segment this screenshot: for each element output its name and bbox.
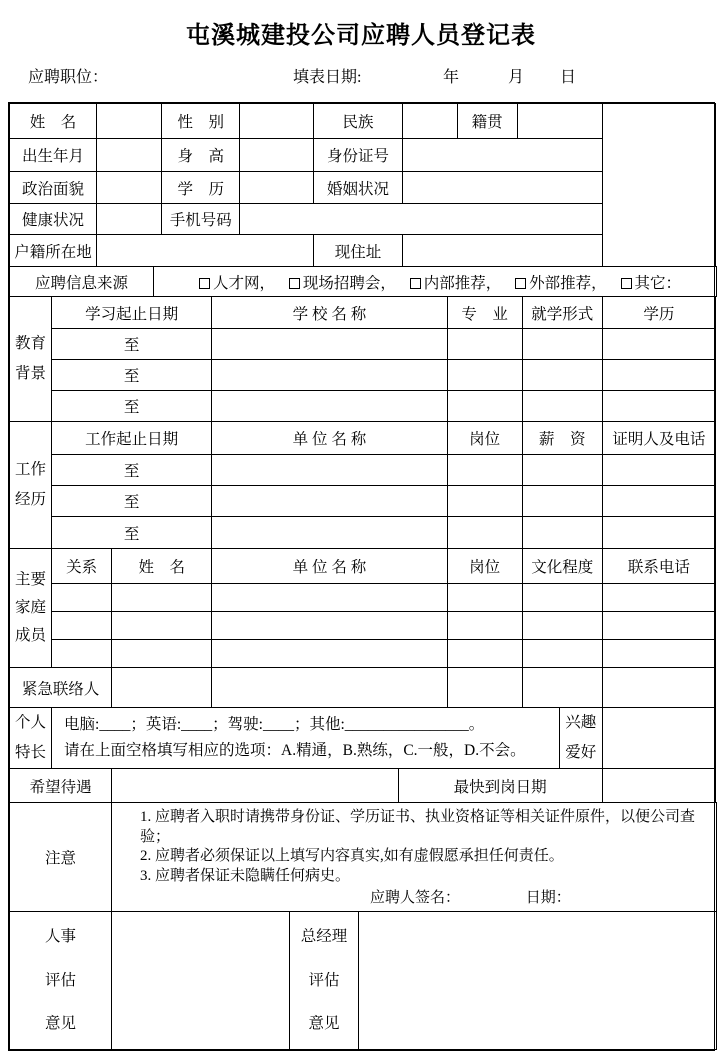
family-unit-header: 单 位 名 称	[212, 549, 447, 584]
hope-salary-input-cell[interactable]	[112, 769, 398, 803]
skills-content-cell[interactable]: 电脑:____；英语:____；驾驶:____；其他:________________。 请在上面空格填写相应的选项：A.精通，B.熟练，C.一般，D.不会。	[52, 708, 560, 769]
gender-input-cell[interactable]	[240, 104, 314, 139]
edu-row1-degree-cell[interactable]	[602, 329, 715, 360]
mobile-label: 手机号码	[162, 204, 240, 235]
family-row2-relation-cell[interactable]	[52, 612, 112, 640]
skills-side-label: 个人 特长	[10, 708, 52, 769]
edu-major-header: 专 业	[447, 297, 522, 329]
option-external-referral: 外部推荐，	[529, 274, 607, 292]
checkbox-external-referral[interactable]	[515, 278, 526, 289]
address-label: 现住址	[314, 235, 402, 267]
gm-review-label: 总经理 评估 意见	[290, 911, 359, 1049]
marital-label: 婚姻状况	[314, 172, 402, 204]
notice-item-1: 1. 应聘者入职时请携带身份证、学历证书、执业资格证等相关证件原件，以便公司查验；	[140, 809, 696, 845]
family-side-label: 主要 家庭 成员	[10, 549, 52, 668]
checkbox-other[interactable]	[621, 278, 632, 289]
form-meta-row	[0, 64, 722, 96]
family-name-header: 姓 名	[112, 549, 212, 584]
family-row3-relation-cell[interactable]	[52, 640, 112, 668]
health-input-cell[interactable]	[97, 204, 162, 235]
gm-review-input-cell[interactable]	[359, 911, 717, 1049]
work-row1-salary-cell[interactable]	[522, 455, 602, 486]
family-row2-unit-cell[interactable]	[212, 612, 447, 640]
photo-cell	[602, 104, 715, 267]
skills-section	[9, 707, 716, 769]
applicant-sign-label: 应聘人签名：	[370, 890, 461, 907]
ethnicity-input-cell[interactable]	[402, 104, 457, 139]
birth-input-cell[interactable]	[97, 139, 162, 172]
work-section	[9, 421, 716, 549]
family-row2-name-cell[interactable]	[112, 612, 212, 640]
edu-row1-major-cell[interactable]	[447, 329, 522, 360]
birth-label: 出生年月	[10, 139, 97, 172]
edu-row1-dates-cell[interactable]: 至	[52, 329, 212, 360]
name-input-cell[interactable]	[97, 104, 162, 139]
sign-date-label: 日期：	[525, 890, 571, 907]
native-place-label: 籍贯	[457, 104, 517, 139]
hr-review-input-cell[interactable]	[112, 911, 290, 1049]
hr-review-label: 人事 评估 意见	[10, 911, 112, 1049]
edu-row2-school-cell[interactable]	[212, 360, 447, 391]
marital-input-cell[interactable]	[402, 172, 602, 204]
work-row2-ref-cell[interactable]	[602, 486, 715, 517]
edu-school-header: 学 校 名 称	[212, 297, 447, 329]
political-label: 政治面貌	[10, 172, 97, 204]
family-edu-header: 文化程度	[522, 549, 602, 584]
work-row2-dates-cell[interactable]: 至	[52, 486, 212, 517]
edu-row2-dates-cell[interactable]: 至	[52, 360, 212, 391]
checkbox-job-site[interactable]	[199, 278, 210, 289]
political-input-cell[interactable]	[97, 172, 162, 204]
review-section	[9, 911, 717, 1050]
application-form-table	[8, 102, 715, 1051]
emergency-phone-cell[interactable]	[602, 668, 715, 708]
checkbox-internal-referral[interactable]	[410, 278, 421, 289]
family-row1-relation-cell[interactable]	[52, 584, 112, 612]
apply-source-options-cell	[154, 267, 717, 297]
work-row2-post-cell[interactable]	[447, 486, 522, 517]
work-unit-header: 单 位 名 称	[212, 422, 447, 455]
work-row3-post-cell[interactable]	[447, 517, 522, 549]
work-post-header: 岗位	[447, 422, 522, 455]
edu-row2-major-cell[interactable]	[447, 360, 522, 391]
fill-date-label: 填表日期:	[293, 69, 362, 86]
family-relation-header: 关系	[52, 549, 112, 584]
family-row3-unit-cell[interactable]	[212, 640, 447, 668]
apply-source-section	[9, 266, 717, 297]
edu-dates-header: 学习起止日期	[52, 297, 212, 329]
degree-label: 学 历	[162, 172, 240, 204]
id-number-input-cell[interactable]	[402, 139, 602, 172]
family-row2-edu-cell[interactable]	[522, 612, 602, 640]
expectation-section	[9, 768, 716, 803]
family-row1-name-cell[interactable]	[112, 584, 212, 612]
checkbox-job-fair[interactable]	[289, 278, 300, 289]
work-dates-header: 工作起止日期	[52, 422, 212, 455]
emergency-name-cell[interactable]	[112, 668, 212, 708]
work-row3-salary-cell[interactable]	[522, 517, 602, 549]
work-salary-header: 薪 资	[522, 422, 602, 455]
notice-label: 注意	[10, 803, 112, 912]
emergency-unit-cell[interactable]	[212, 668, 447, 708]
edu-mode-header: 就学形式	[522, 297, 602, 329]
family-row1-unit-cell[interactable]	[212, 584, 447, 612]
option-internal-referral: 内部推荐，	[423, 274, 502, 292]
year-label: 年	[443, 69, 460, 86]
native-place-input-cell[interactable]	[517, 104, 602, 139]
family-row3-phone-cell[interactable]	[602, 640, 715, 668]
edu-row2-degree-cell[interactable]	[602, 360, 715, 391]
work-row1-unit-cell[interactable]	[212, 455, 447, 486]
work-row3-unit-cell[interactable]	[212, 517, 447, 549]
gender-label: 性 别	[162, 104, 240, 139]
month-label: 月	[508, 69, 525, 86]
option-other: 其它：	[634, 274, 682, 292]
edu-row2-mode-cell[interactable]	[522, 360, 602, 391]
notice-section	[9, 802, 717, 912]
family-row2-phone-cell[interactable]	[602, 612, 715, 640]
work-row1-dates-cell[interactable]: 至	[52, 455, 212, 486]
education-section	[9, 296, 716, 422]
page-title: 屯溪城建投公司应聘人员登记表	[186, 23, 536, 49]
work-row2-unit-cell[interactable]	[212, 486, 447, 517]
edu-degree-header: 学历	[602, 297, 715, 329]
work-side-label: 工作 经历	[10, 422, 52, 549]
work-row3-ref-cell[interactable]	[602, 517, 715, 549]
emergency-label: 紧急联络人	[10, 668, 112, 708]
emergency-edu-cell[interactable]	[522, 668, 602, 708]
ethnicity-label: 民族	[314, 104, 402, 139]
family-phone-header: 联系电话	[602, 549, 715, 584]
apply-source-label: 应聘信息来源	[10, 267, 154, 297]
day-label: 日	[560, 69, 577, 86]
health-label: 健康状况	[10, 204, 97, 235]
edu-row3-dates-cell[interactable]: 至	[52, 391, 212, 422]
notice-item-2: 2. 应聘者必须保证以上填写内容真实,如有虚假愿承担任何责任。	[140, 848, 564, 865]
work-row1-post-cell[interactable]	[447, 455, 522, 486]
education-side-label: 教育 背景	[10, 297, 52, 422]
family-row2-post-cell[interactable]	[447, 612, 522, 640]
notice-item-3: 3. 应聘者保证未隐瞒任何病史。	[140, 867, 351, 884]
family-row1-edu-cell[interactable]	[522, 584, 602, 612]
hobby-input-cell[interactable]	[602, 708, 715, 769]
id-number-label: 身份证号	[314, 139, 402, 172]
family-row3-post-cell[interactable]	[447, 640, 522, 668]
name-label: 姓 名	[10, 104, 97, 139]
family-row1-post-cell[interactable]	[447, 584, 522, 612]
address-input-cell[interactable]	[402, 235, 602, 267]
edu-row3-major-cell[interactable]	[447, 391, 522, 422]
family-row3-name-cell[interactable]	[112, 640, 212, 668]
work-ref-header: 证明人及电话	[602, 422, 715, 455]
hope-salary-label: 希望待遇	[10, 769, 112, 803]
family-section	[9, 548, 716, 668]
arrival-date-label: 最快到岗日期	[398, 769, 602, 803]
household-label: 户籍所在地	[10, 235, 97, 267]
edu-row1-school-cell[interactable]	[212, 329, 447, 360]
position-label: 应聘职位：	[28, 69, 109, 86]
notice-content-cell	[112, 803, 717, 912]
work-row2-salary-cell[interactable]	[522, 486, 602, 517]
household-input-cell[interactable]	[97, 235, 314, 267]
work-row3-dates-cell[interactable]: 至	[52, 517, 212, 549]
arrival-date-input-cell[interactable]	[602, 769, 715, 803]
hobby-label: 兴趣 爱好	[559, 708, 602, 769]
emergency-post-cell[interactable]	[447, 668, 522, 708]
option-job-fair: 现场招聘会，	[302, 274, 396, 292]
edu-row3-mode-cell[interactable]	[522, 391, 602, 422]
personal-info-section	[9, 103, 716, 267]
mobile-input-cell[interactable]	[240, 204, 602, 235]
edu-row1-mode-cell[interactable]	[522, 329, 602, 360]
family-post-header: 岗位	[447, 549, 522, 584]
edu-row3-school-cell[interactable]	[212, 391, 447, 422]
family-row3-edu-cell[interactable]	[522, 640, 602, 668]
height-label: 身 高	[162, 139, 240, 172]
family-row1-phone-cell[interactable]	[602, 584, 715, 612]
degree-input-cell[interactable]	[240, 172, 314, 204]
edu-row3-degree-cell[interactable]	[602, 391, 715, 422]
option-job-site: 人才网，	[212, 274, 275, 292]
height-input-cell[interactable]	[240, 139, 314, 172]
work-row1-ref-cell[interactable]	[602, 455, 715, 486]
emergency-section	[9, 667, 716, 708]
